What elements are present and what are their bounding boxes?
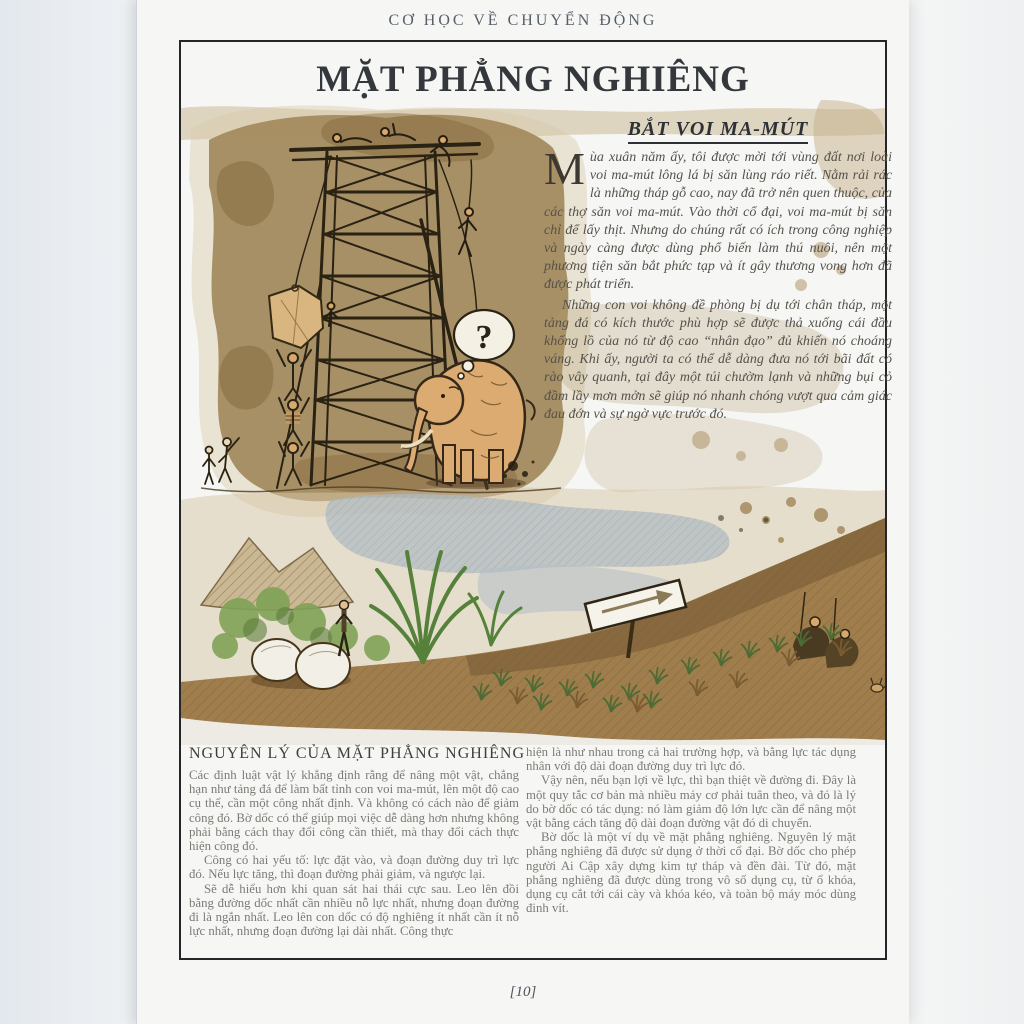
page-number: [10] (509, 984, 537, 1000)
story-paragraph-2: Những con voi không đề phòng bị dụ tới chân tháp, một tảng đá có kích thước phù hợp sẽ được thả xuống cái đầu khổng lồ của nó từ độ cao “nhân đạo” đủ khiến nó choáng váng. Khi ấy, người ta có thể dễ dàng đưa nó tới bãi đất có rào vây quanh, tại đây một túi chườm lạnh và những bụi cỏ đầm lầy mơn mởn sẽ giúp nó nhanh chóng vượt qua cảm giác đau đớn và sự ngờ vực trước đó. (544, 297, 892, 422)
principle-right-paragraph-2: Vậy nên, nếu bạn lợi về lực, thì bạn thiệt về đường đi. Đây là một quy tắc cơ bản mà nhiều máy cơ phải tuân theo, và đó là lý do bờ dốc có tác dụng: nó làm giảm độ lớn lực cần để nâng một vật bằng cách tăng độ dài đoạn đường vật đó di chuyển. (526, 773, 856, 831)
principle-right-paragraph-3: Bờ dốc là một ví dụ về mặt phẳng nghiêng. Nguyên lý mặt phẳng nghiêng đã được sử dụng ở thời cổ đại. Bờ dốc cho phép người Ai Cập xây dựng kim tự tháp và đền đài. Từ đó, mặt phẳng nghiêng đã được dùng trong vô số dụng cụ, từ ổ khóa, dụng cụ cắt tới cái cày và khóa kéo, và toàn bộ máy móc dùng đinh vít. (526, 830, 856, 916)
principle-heading: NGUYÊN LÝ CỦA MẶT PHẲNG NGHIÊNG (189, 745, 526, 762)
question-mark: ? (475, 319, 493, 356)
page-frame (179, 40, 892, 960)
principle-left-paragraph-2: Công có hai yếu tố: lực đặt vào, và đoạn đường duy trì lực đó. Nếu lực tăng, thì đoạn đường phải giảm, và ngược lại. (189, 853, 519, 882)
principle-section (189, 745, 881, 938)
principle-right-paragraph-1: hiện là như nhau trong cả hai trường hợp, và bằng lực tác dụng nhân với độ dài đoạn đường duy trì lực đó. (526, 745, 856, 774)
running-header: CƠ HỌC VỀ CHUYỂN ĐỘNG (388, 12, 658, 29)
principle-left-paragraph-1: Các định luật vật lý khẳng định rằng để nâng một vật, chẳng hạn như tảng đá để làm bất tỉnh con voi ma-mút, lên một độ cao cụ thể, cần một công nhất định. Và không có cách nào để giảm công đó. Bờ dốc có thể giúp mọi việc dễ dàng hơn nhưng không phải bằng cách thay đổi công cần thiết, mà thay đổi cách thực hiện công đó. (189, 768, 519, 854)
principle-right-column (526, 745, 856, 915)
drop-cap: M (544, 143, 585, 194)
page-title: MẶT PHẲNG NGHIÊNG (316, 59, 750, 100)
story-paragraph-1: Mùa xuân năm ấy, tôi được mời tới vùng đất nơi loài voi ma-mút lông lá bị săn lùng ráo riết. Nằm rải rác là những tháp gỗ cao, nay đã trở nên quen thuộc, của các thợ săn voi ma-mút. Vào thời cổ đại, voi ma-mút bị săn chỉ để lấy thịt. Nhưng do chúng rất có ích trong công nghiệp và ngày càng được dùng phổ biến làm thú nuôi, nên một phương tiện săn bắt phức tạp và ít gây thương vong hơn đã được phát triển. (544, 143, 892, 293)
story-heading: BẮT VOI MA-MÚT (544, 118, 892, 141)
principle-left-paragraph-3: Sẽ dễ hiểu hơn khi quan sát hai thái cực sau. Leo lên đồi bằng đường dốc nhất cần nhiều nỗ lực nhất, nhưng đoạn đường đi là ngắn nhất. Leo lên con dốc có độ nghiêng ít nhất cần ít nỗ lực nhất, nhưng đoạn đường lại dài nhất. Công thực (189, 881, 519, 939)
book-page (136, 0, 909, 1024)
principle-left-column (189, 745, 526, 939)
story-column (544, 118, 892, 426)
